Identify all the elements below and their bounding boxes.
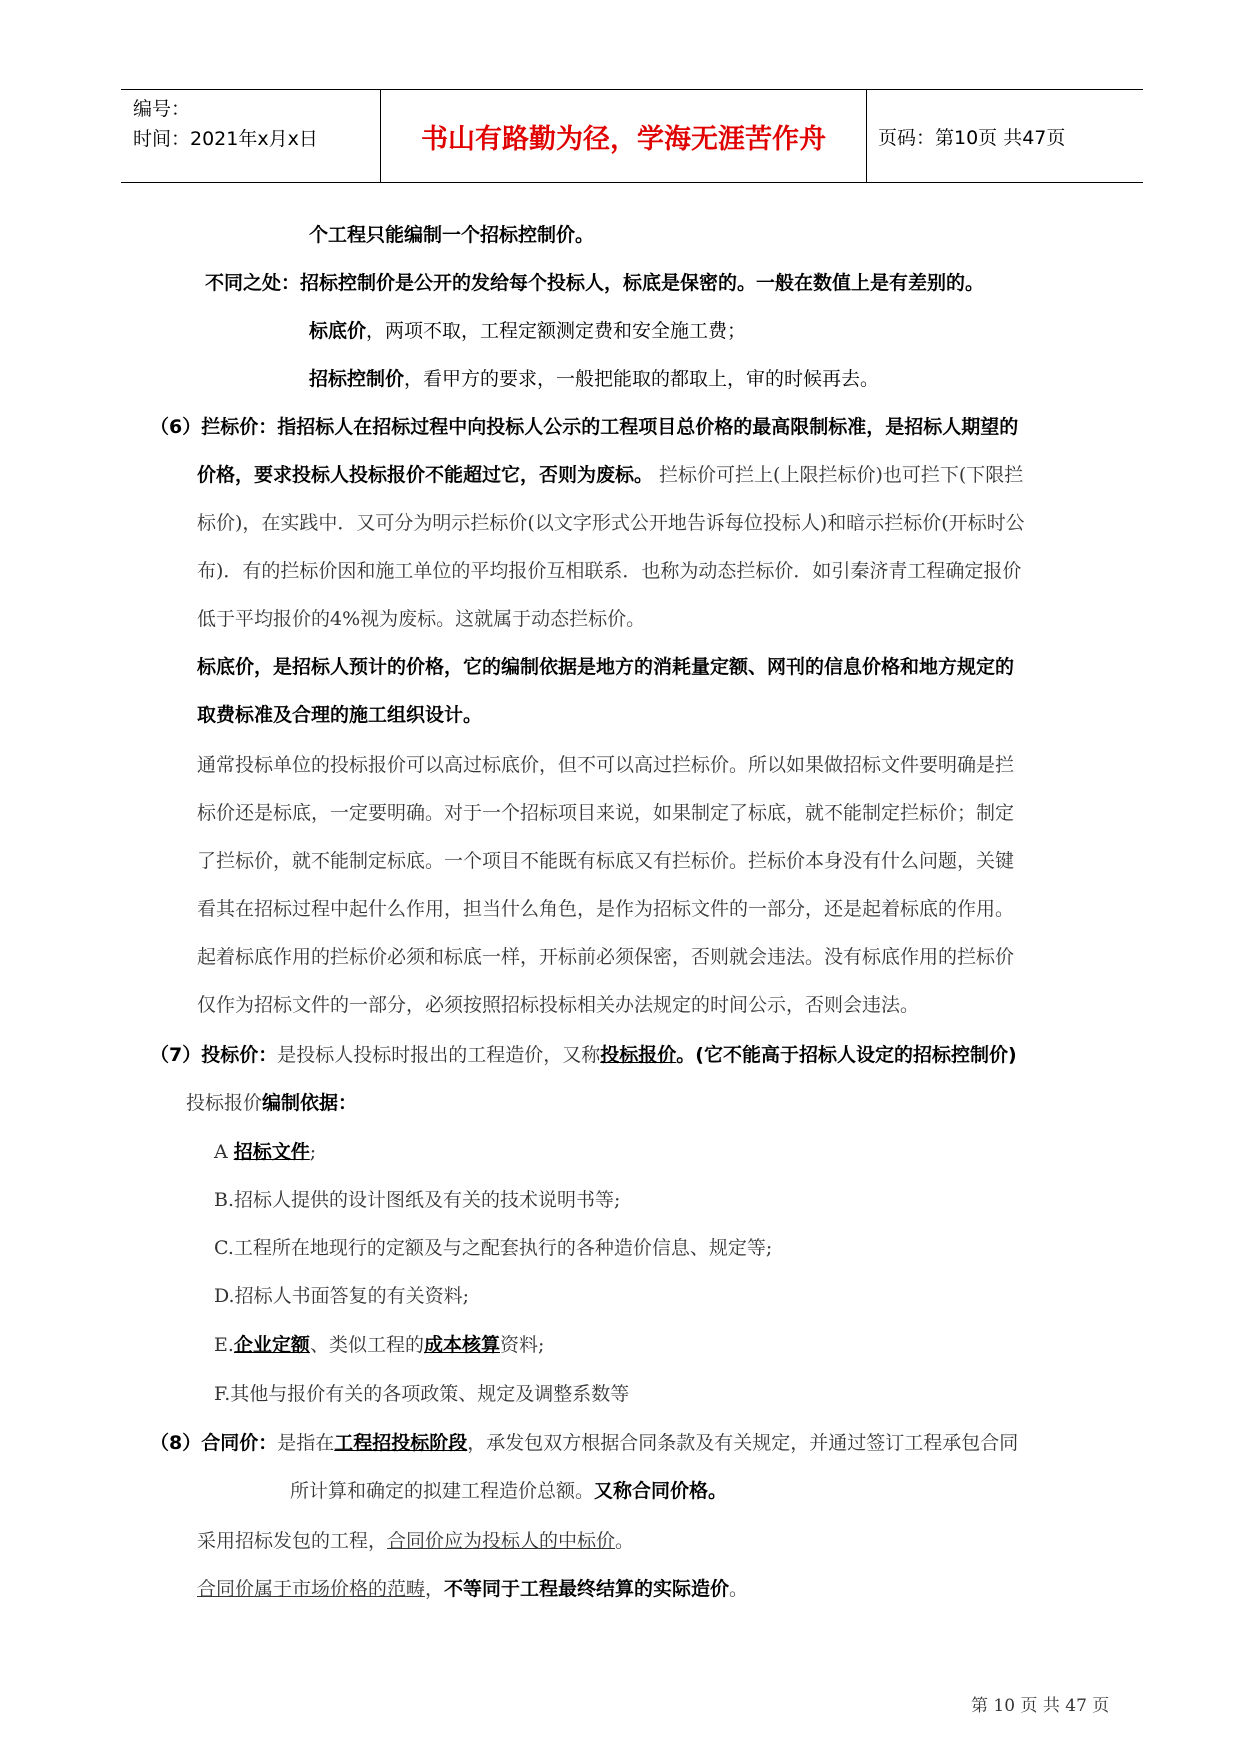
header-divider	[866, 90, 867, 182]
list-item: D.招标人书面答复的有关资料;	[214, 1285, 469, 1307]
list-item: F.其他与报价有关的各项政策、规定及调整系数等	[214, 1383, 630, 1405]
text: （7）投标价：	[150, 1044, 278, 1066]
text: 又称合同价格。	[594, 1480, 728, 1502]
text: 拦标价可拦上(上限拦标价)也可拦下(下限拦	[653, 464, 1024, 486]
body-line	[197, 1529, 634, 1553]
text: ，	[425, 1578, 445, 1600]
text: 资料;	[499, 1334, 545, 1356]
body-line	[309, 367, 879, 391]
document-number: 编号：	[133, 98, 191, 120]
text: 投标报价	[186, 1092, 263, 1114]
body-line	[197, 463, 1023, 487]
text: 价格，要求投标人投标报价不能超过它，否则为废标。	[197, 464, 654, 486]
body-line	[290, 1479, 727, 1503]
text: ，看甲方的要求，一般把能取的都取上，审的时候再去。	[404, 368, 880, 390]
text: 编制依据：	[262, 1092, 358, 1114]
list-item	[214, 1140, 316, 1164]
header-meta	[133, 94, 318, 154]
text: A	[214, 1141, 234, 1163]
term: 投标报价	[600, 1044, 677, 1066]
text: 。	[729, 1578, 749, 1600]
text: ;	[309, 1141, 317, 1163]
body-line	[197, 1577, 748, 1601]
body-line: 标底价，是招标人预计的价格，它的编制依据是地方的消耗量定额、网刊的信息价格和地方规定的	[197, 656, 1015, 678]
term: 工程招投标阶段	[334, 1432, 468, 1454]
page-header	[121, 89, 1143, 183]
body-line: 起着标底作用的拦标价必须和标底一样，开标前必须保密，否则就会违法。没有标底作用的拦标价	[197, 946, 1015, 968]
text: 所计算和确定的拟建工程造价总额。	[290, 1480, 595, 1502]
text: ，两项不取，工程定额测定费和安全施工费；	[366, 320, 747, 342]
list-item	[214, 1333, 544, 1357]
text: E.	[214, 1334, 234, 1356]
body-line: 了拦标价，就不能制定标底。一个项目不能既有标底又有拦标价。拦标价本身没有什么问题，关键	[197, 850, 1015, 872]
list-item: C.工程所在地现行的定额及与之配套执行的各种造价信息、规定等;	[214, 1237, 773, 1259]
body-line	[309, 319, 746, 343]
page-footer: 第 10 页 共 47 页	[971, 1696, 1110, 1716]
list-item: B.招标人提供的设计图纸及有关的技术说明书等;	[214, 1189, 621, 1211]
document-date: 时间：2021年x月x日	[133, 128, 318, 150]
text: 合同价属于市场价格的范畴	[197, 1578, 426, 1600]
text: 。(它不能高于招标人设定的招标控制价)	[676, 1044, 1017, 1066]
body-line: 标价)，在实践中．又可分为明示拦标价(以文字形式公开地告诉每位投标人)和暗示拦标价(开标时公	[197, 512, 1025, 534]
term: 招标文件	[233, 1141, 310, 1163]
body-line	[186, 1091, 357, 1115]
text: 采用招标发包的工程，	[197, 1530, 388, 1552]
text: 是投标人投标时报出的工程造价，又称	[277, 1044, 601, 1066]
text: （8）合同价：	[150, 1432, 278, 1454]
body-line: 仅作为招标文件的一部分，必须按照招标投标相关办法规定的时间公示，否则会违法。	[197, 994, 920, 1016]
text: 、类似工程的	[309, 1334, 424, 1356]
text: 不等同于工程最终结算的实际造价	[444, 1578, 730, 1600]
body-line: 标价还是标底，一定要明确。对于一个招标项目来说，如果制定了标底，就不能制定拦标价；制定	[197, 802, 1015, 824]
term: 成本核算	[423, 1334, 500, 1356]
body-line: 取费标准及合理的施工组织设计。	[197, 704, 483, 726]
section-heading: （6）拦标价：指招标人在招标过程中向投标人公示的工程项目总价格的最高限制标准，是招标人期望的	[150, 416, 1019, 438]
body-line: 通常投标单位的投标报价可以高过标底价，但不可以高过拦标价。所以如果做招标文件要明确是拦	[197, 754, 1015, 776]
text: 是指在	[277, 1432, 335, 1454]
text: ，承发包双方根据合同条款及有关规定，并通过签订工程承包合同	[467, 1432, 1019, 1454]
body-line: 看其在招标过程中起什么作用，担当什么角色，是作为招标文件的一部分，还是起着标底的作用。	[197, 898, 1015, 920]
header-page-info: 页码：第10页 共47页	[878, 126, 1066, 149]
term: 招标控制价	[309, 368, 405, 390]
body-line: 个工程只能编制一个招标控制价。	[309, 224, 595, 246]
header-motto: 书山有路勤为径，学海无涯苦作舟	[421, 123, 826, 155]
section-heading	[150, 1043, 1017, 1067]
section-heading	[150, 1431, 1018, 1455]
term: 企业定额	[233, 1334, 310, 1356]
body-line: 不同之处：招标控制价是公开的发给每个投标人，标底是保密的。一般在数值上是有差别的。	[205, 272, 985, 294]
text: 。	[615, 1530, 635, 1552]
text: 合同价应为投标人的中标价	[387, 1530, 616, 1552]
body-line: 低于平均报价的4%视为废标。这就属于动态拦标价。	[197, 608, 646, 630]
body-line: 布)．有的拦标价因和施工单位的平均报价互相联系．也称为动态拦标价．如引秦济青工程确定报价	[197, 560, 1022, 582]
term: 标底价	[309, 320, 367, 342]
